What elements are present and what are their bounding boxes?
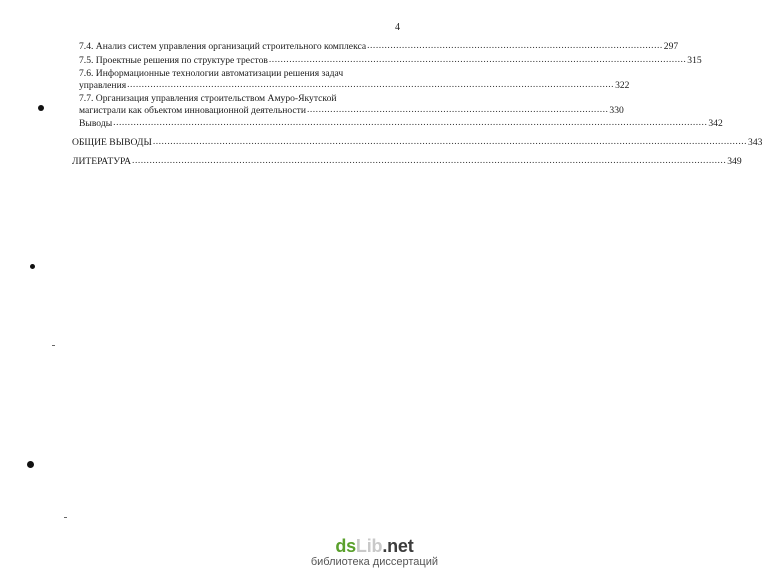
toc-entry-7-7-line-2 [79, 104, 624, 116]
toc-entry-literature [72, 155, 742, 167]
toc-entry-title: ЛИТЕРАТУРА [72, 156, 132, 167]
dot-leader: ........................................................................................................................................................................ [127, 79, 615, 90]
toc-entry-page: 343 [748, 137, 762, 148]
watermark [311, 537, 438, 569]
toc-entry-title: 7.5. Проектные решения по структуре трестов [79, 55, 268, 66]
watermark-logo: dsLib.net [335, 536, 414, 556]
page-number: 4 [395, 22, 400, 33]
toc-entry-title: Выводы [79, 118, 113, 129]
toc-entry-7-6-line-2 [79, 79, 630, 91]
scan-speck [52, 345, 55, 346]
binder-hole-mark [27, 461, 34, 468]
toc-entry-title: ОБЩИЕ ВЫВОДЫ [72, 137, 152, 148]
toc-entry-title: 7.7. Организация управления строительством Амуро-Якутской [79, 93, 337, 104]
dot-leader: ............................................................................................................................................................................................................. [113, 117, 708, 128]
watermark-subtitle: библиотека диссертаций [310, 556, 438, 568]
toc-entry-7-6-line-1 [79, 68, 403, 79]
dot-leader: ...................................................................................................... [367, 40, 663, 51]
toc-entry-7-5 [79, 54, 702, 66]
toc-entry-page: 322 [615, 80, 630, 91]
toc-entry-page: 315 [687, 55, 702, 66]
toc-entry-general-conclusions [72, 136, 762, 148]
toc-entry-page: 297 [663, 41, 679, 52]
dot-leader: ............................................................................................................................................................................................................. [152, 136, 748, 147]
scan-speck [64, 517, 67, 518]
binder-hole-mark [30, 264, 35, 269]
toc-entry-conclusions [79, 117, 723, 129]
toc-entry-title: 7.6. Информационные технологии автоматизации решения задач [79, 68, 344, 79]
toc-entry-title-continued: магистрали как объектом инновационной деятельности [79, 105, 306, 116]
binder-hole-mark [38, 105, 44, 111]
toc-entry-title: 7.4. Анализ систем управления организаций строительного комплекса [79, 41, 367, 52]
toc-entry-page: 330 [609, 105, 624, 116]
dot-leader: ........................................................................................................ [306, 104, 609, 115]
toc-entry-7-4 [79, 40, 679, 52]
toc-entry-page: 342 [708, 118, 723, 129]
toc-entry-7-7-line-1 [79, 93, 403, 104]
toc-entry-page: 349 [727, 156, 742, 167]
dot-leader: ................................................................................................................................................ [268, 54, 687, 65]
toc-entry-title-continued: управления [79, 80, 127, 91]
dot-leader: ............................................................................................................................................................................................................. [132, 155, 727, 166]
